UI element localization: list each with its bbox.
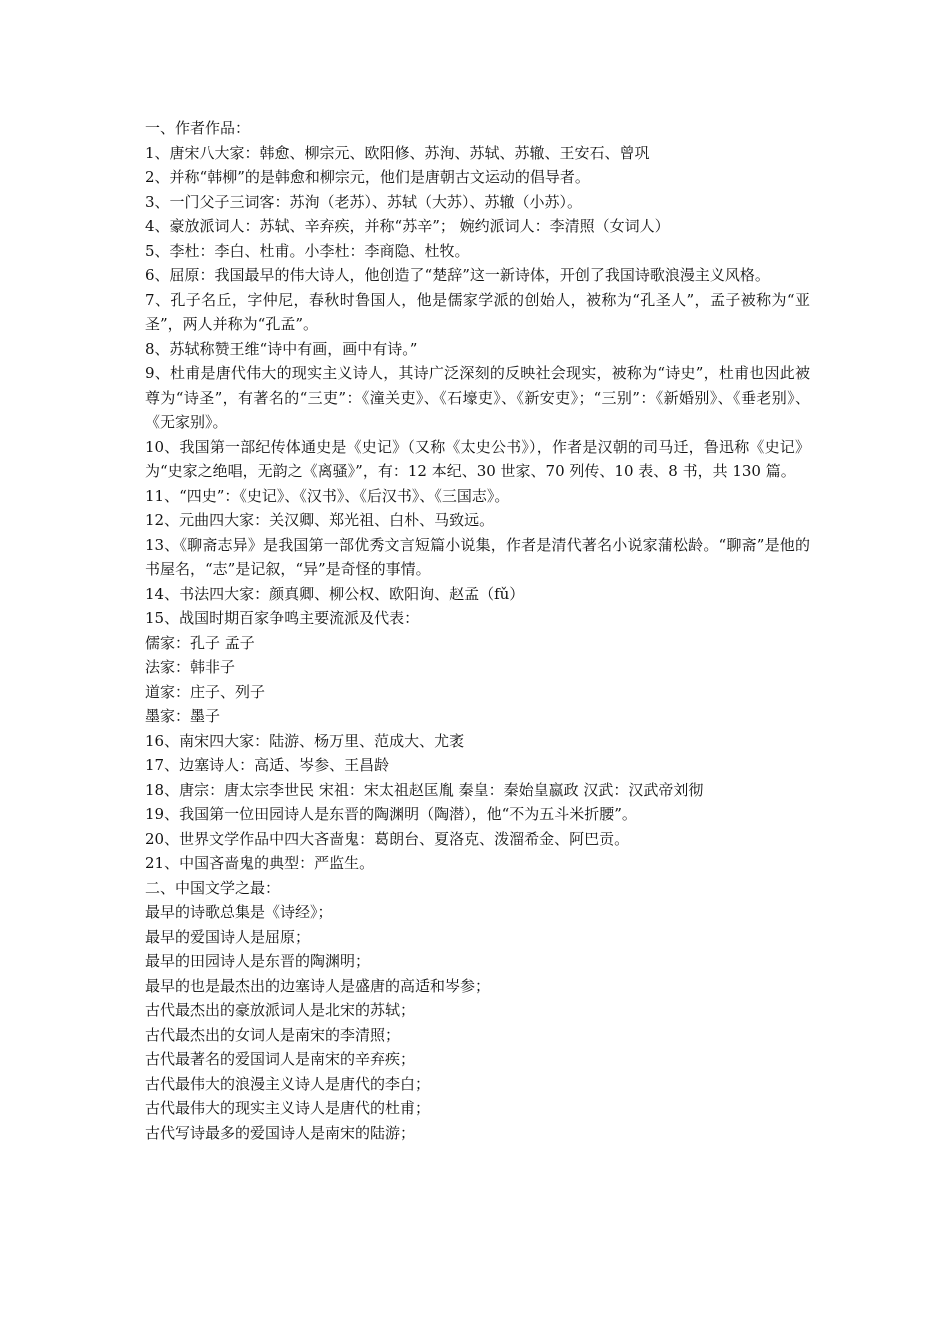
text-paragraph: 7、孔子名丘，字仲尼，春秋时鲁国人，他是儒家学派的创始人，被称为“孔圣人”，孟子被称为“亚圣”，两人并称为“孔孟”。 bbox=[145, 290, 810, 333]
text-line: 最早的诗歌总集是《诗经》； bbox=[145, 903, 333, 921]
text-line: 最早的爱国诗人是屈原； bbox=[145, 927, 311, 946]
text-line: 儒家：孔子 孟子 bbox=[145, 633, 255, 652]
text-line: 19、我国第一位田园诗人是东晋的陶渊明（陶潜），他“不为五斗米折腰”。 bbox=[145, 805, 637, 823]
document-body bbox=[145, 116, 810, 1145]
text-line: 墨家：墨子 bbox=[145, 707, 221, 725]
text-line: 14、书法四大家：颜真卿、柳公权、欧阳询、赵孟（fǔ） bbox=[145, 584, 525, 603]
text-line: 法家：韩非子 bbox=[145, 658, 236, 676]
text-paragraph: 13、《聊斋志异》是我国第一部优秀文言短篇小说集，作者是清代著名小说家蒲松龄。“聊斋”是他的书屋名，“志”是记叙，“异”是奇怪的事情。 bbox=[145, 535, 810, 578]
text-line: 4、豪放派词人：苏轼、辛弃疾，并称“苏辛”； 婉约派词人：李清照（女词人） bbox=[145, 217, 670, 235]
text-line: 古代最伟大的浪漫主义诗人是唐代的李白； bbox=[145, 1074, 431, 1093]
text-line: 17、边塞诗人：高适、岑参、王昌龄 bbox=[145, 756, 390, 774]
section-heading: 二、中国文学之最： bbox=[145, 878, 281, 897]
text-line: 16、南宋四大家：陆游、杨万里、范成大、尤袤 bbox=[145, 731, 465, 750]
text-line: 古代最伟大的现实主义诗人是唐代的杜甫； bbox=[145, 1099, 431, 1117]
text-line: 古代最杰出的女词人是南宋的李清照； bbox=[145, 1025, 401, 1044]
text-line: 20、世界文学作品中四大吝啬鬼：葛朗台、夏洛克、泼溜希金、阿巴贡。 bbox=[145, 829, 630, 848]
text-paragraph: 6、屈原：我国最早的伟大诗人，他创造了“楚辞”这一新诗体，开创了我国诗歌浪漫主义风格。 bbox=[145, 266, 770, 284]
section-heading: 一、作者作品： bbox=[145, 119, 251, 137]
text-line: 12、元曲四大家：关汉卿、郑光祖、白朴、马致远。 bbox=[145, 511, 495, 529]
text-line: 3、一门父子三词客：苏洵（老苏）、苏轼（大苏）、苏辙（小苏）。 bbox=[145, 192, 583, 211]
text-line: 18、唐宗：唐太宗李世民 宋祖：宋太祖赵匡胤 秦皇：秦始皇嬴政 汉武：汉武帝刘彻 bbox=[145, 780, 704, 799]
text-line: 古代最著名的爱国词人是南宋的辛弃疾； bbox=[145, 1050, 416, 1068]
text-line: 2、并称“韩柳”的是韩愈和柳宗元，他们是唐朝古文运动的倡导者。 bbox=[145, 168, 590, 186]
text-line: 最早的田园诗人是东晋的陶渊明； bbox=[145, 952, 371, 970]
text-line: 11、“四史”：《史记》、《汉书》、《后汉书》、《三国志》。 bbox=[145, 486, 510, 505]
text-line: 15、战国时期百家争鸣主要流派及代表： bbox=[145, 609, 420, 627]
text-paragraph: 9、杜甫是唐代伟大的现实主义诗人，其诗广泛深刻的反映社会现实，被称为“诗史”，杜甫也因此被尊为“诗圣”，有著名的“三吏”：《潼关吏》、《石壕吏》、《新安吏》；“三别”：《新婚别》、《垂老别》、《无家别》。 bbox=[145, 364, 810, 431]
text-line: 8、苏轼称赞王维“诗中有画，画中有诗。” bbox=[145, 339, 418, 358]
text-line: 21、中国吝啬鬼的典型：严监生。 bbox=[145, 854, 375, 872]
text-line: 5、李杜：李白、杜甫。小李杜：李商隐、杜牧。 bbox=[145, 241, 470, 260]
text-line: 古代写诗最多的爱国诗人是南宋的陆游； bbox=[145, 1123, 416, 1142]
text-line: 1、唐宋八大家：韩愈、柳宗元、欧阳修、苏洵、苏轼、苏辙、王安石、曾巩 bbox=[145, 143, 650, 162]
text-line: 道家：庄子、列子 bbox=[145, 682, 266, 701]
text-line: 古代最杰出的豪放派词人是北宋的苏轼； bbox=[145, 1001, 416, 1019]
text-line: 最早的也是最杰出的边塞诗人是盛唐的高适和岑参； bbox=[145, 976, 491, 995]
text-paragraph: 10、我国第一部纪传体通史是《史记》（又称《太史公书》），作者是汉朝的司马迁，鲁迅称《史记》为“史家之绝唱，无韵之《离骚》”，有：12 本纪、30 世家、70 列传、10 表、8 书，共 130 篇。 bbox=[145, 437, 810, 480]
